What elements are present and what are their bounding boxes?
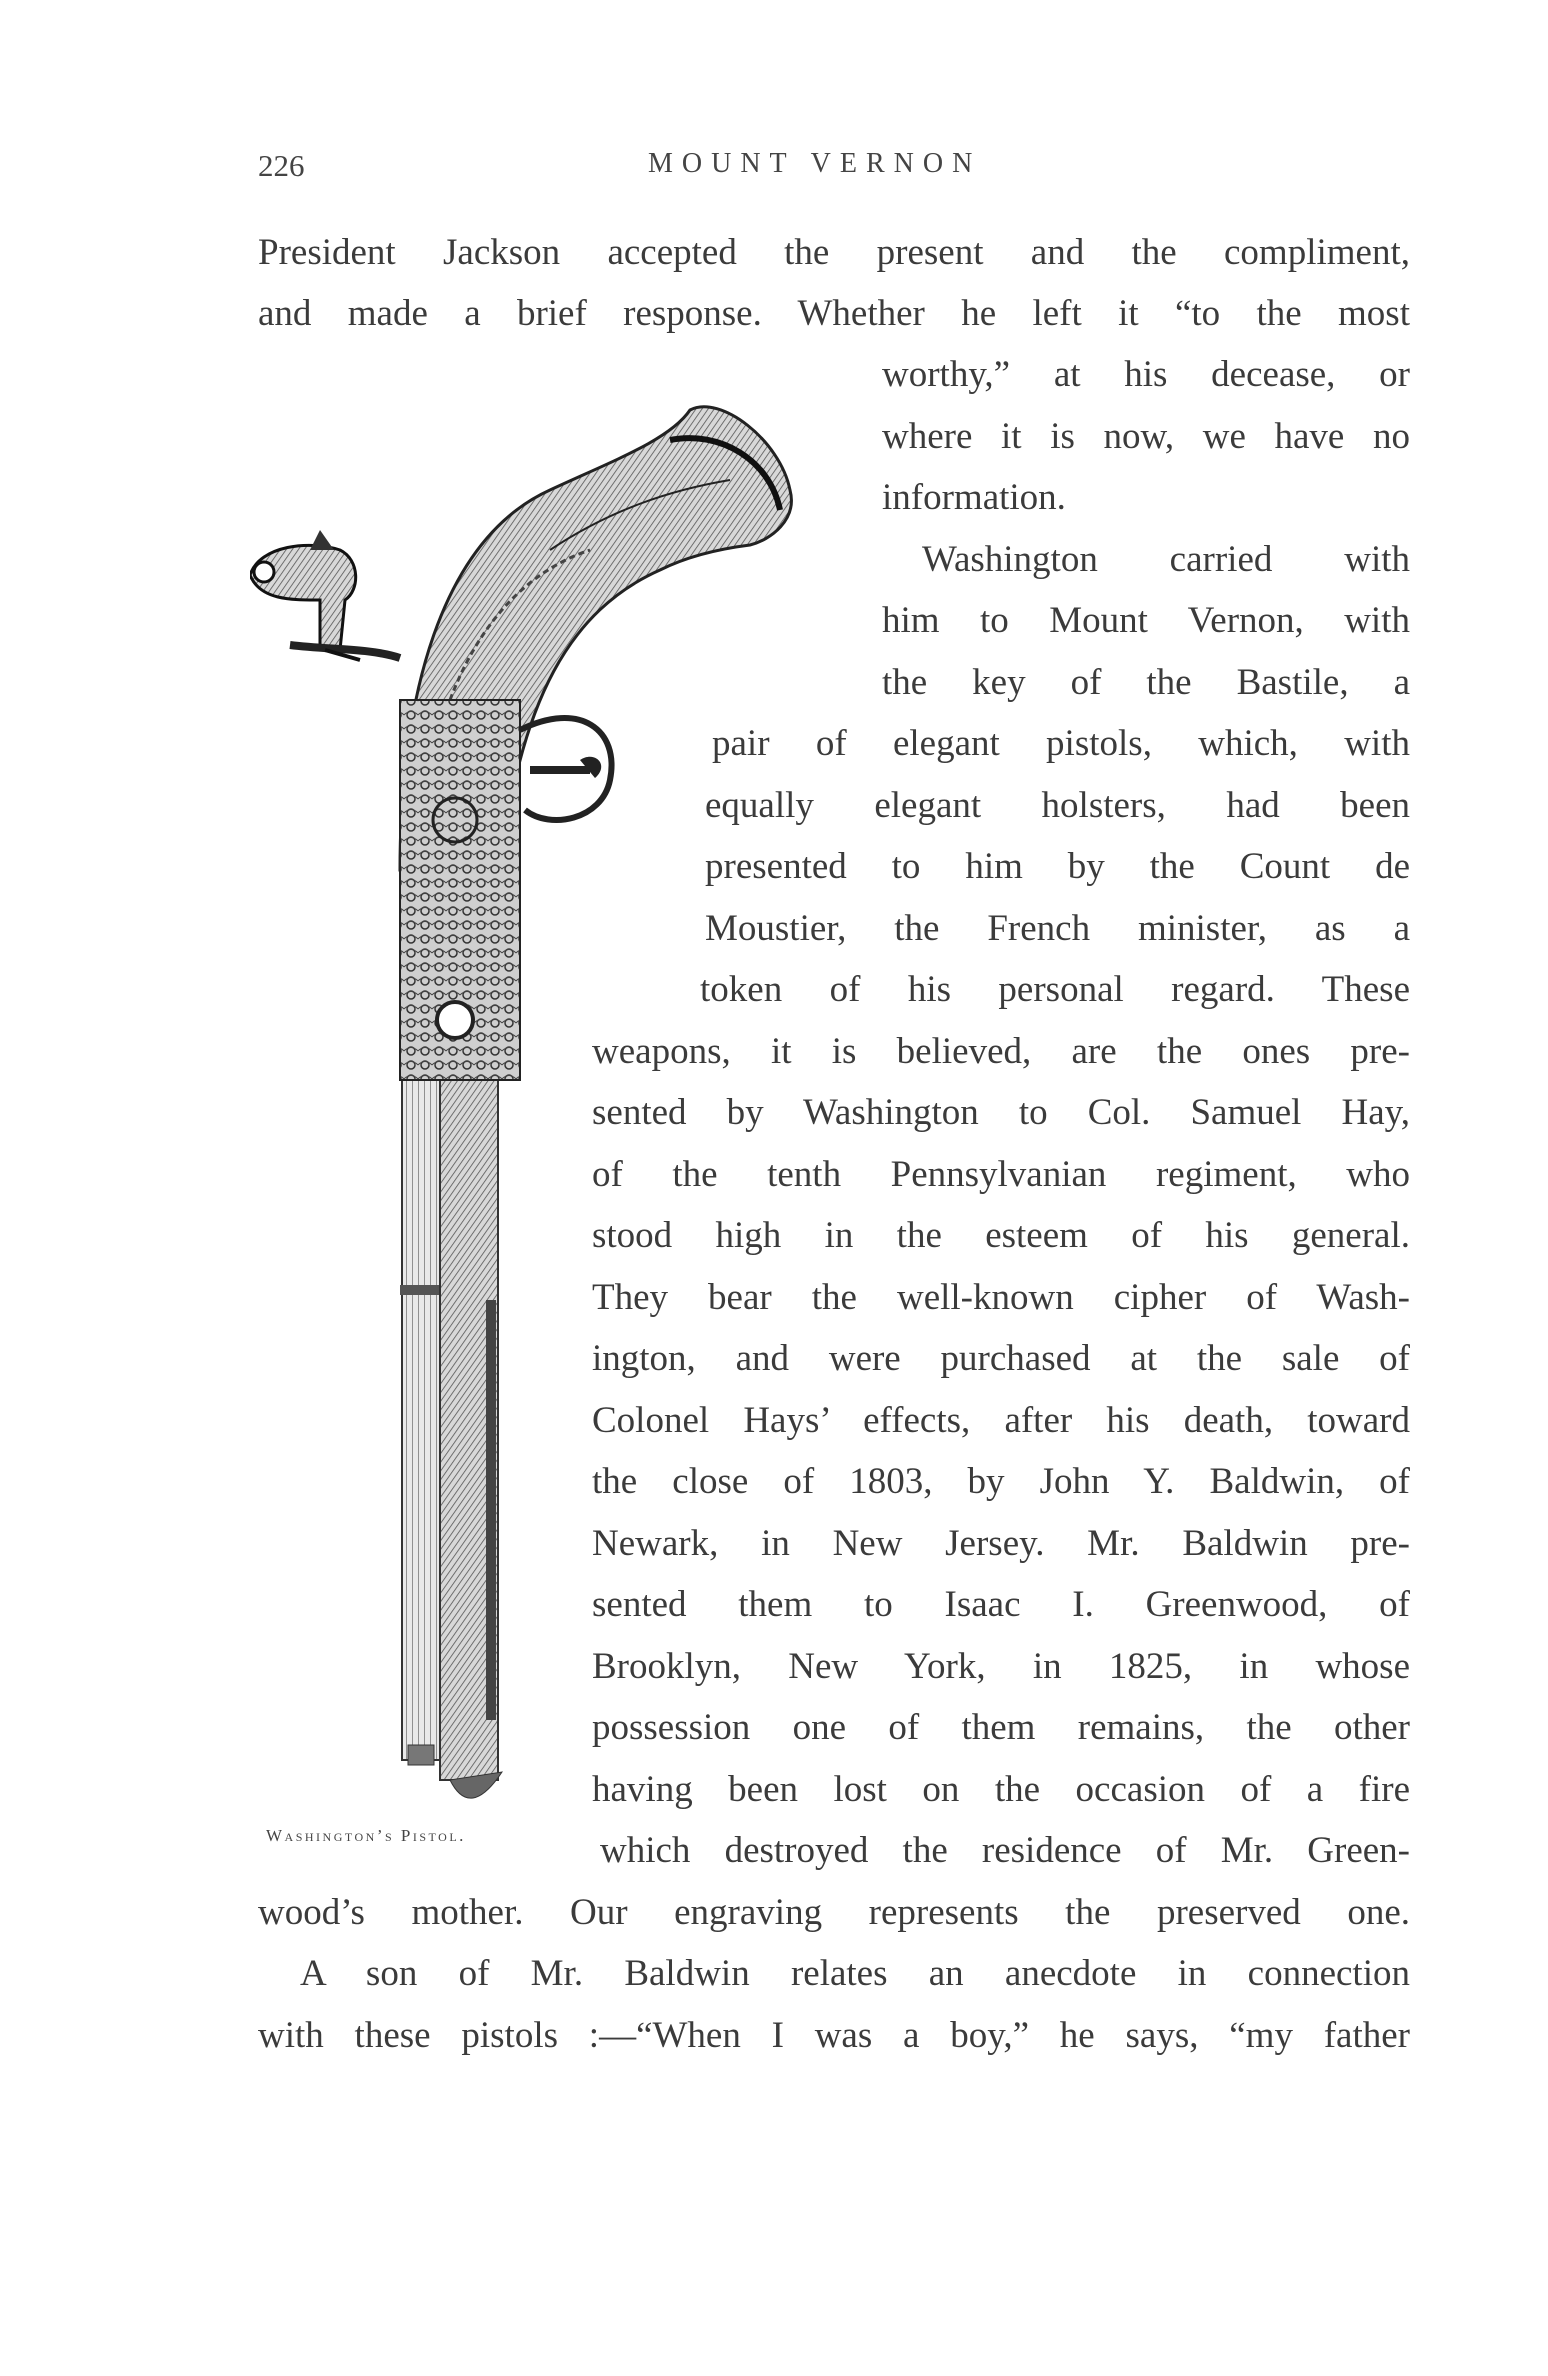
text-line: pair of elegant pistols, which, with: [712, 723, 1410, 764]
text-line: Brooklyn, New York, in 1825, in whose: [592, 1646, 1410, 1687]
text-line: and made a brief response. Whether he left it “to the most: [258, 293, 1410, 334]
text-line: presented to him by the Count de: [705, 846, 1410, 887]
text-line: token of his personal regard. These: [700, 969, 1410, 1010]
text-line: sented by Washington to Col. Samuel Hay,: [592, 1092, 1410, 1133]
text-line: wood’s mother. Our engraving represents the preserved one.: [258, 1892, 1410, 1933]
text-line: the close of 1803, by John Y. Baldwin, of: [592, 1461, 1410, 1502]
text-line: with these pistols :—“When I was a boy,” he says, “my father: [258, 2015, 1410, 2056]
text-line: possession one of them remains, the other: [592, 1707, 1410, 1748]
text-line: They bear the well-known cipher of Wash-: [592, 1277, 1410, 1318]
text-line: information.: [882, 477, 1066, 518]
running-head: [258, 148, 1408, 188]
text-line: sented them to Isaac I. Greenwood, of: [592, 1584, 1410, 1625]
text-line: equally elegant holsters, had been: [705, 785, 1410, 826]
text-line: of the tenth Pennsylvanian regiment, who: [592, 1154, 1410, 1195]
text-line: where it is now, we have no: [882, 416, 1410, 457]
text-line: him to Mount Vernon, with: [882, 600, 1410, 641]
text-line: President Jackson accepted the present and the compliment,: [258, 232, 1410, 273]
text-line: the key of the Bastile, a: [882, 662, 1410, 703]
page-number: 226: [258, 148, 305, 183]
text-line: stood high in the esteem of his general.: [592, 1215, 1410, 1256]
text-line: Newark, in New Jersey. Mr. Baldwin pre-: [592, 1523, 1410, 1564]
figure-caption: Washington’s Pistol.: [266, 1826, 466, 1845]
text-line: A son of Mr. Baldwin relates an anecdote in connection: [300, 1953, 1410, 1994]
text-line: which destroyed the residence of Mr. Green-: [600, 1830, 1410, 1871]
text-line: weapons, it is believed, are the ones pre-: [592, 1031, 1410, 1072]
text-line: Washington carried with: [922, 539, 1410, 580]
running-title: MOUNT VERNON: [648, 148, 982, 179]
text-line: ington, and were purchased at the sale of: [592, 1338, 1410, 1379]
text-line: worthy,” at his decease, or: [882, 354, 1410, 395]
text-line: Moustier, the French minister, as a: [705, 908, 1410, 949]
text-line: Colonel Hays’ effects, after his death, toward: [592, 1400, 1410, 1441]
text-line: having been lost on the occasion of a fire: [592, 1769, 1410, 1810]
